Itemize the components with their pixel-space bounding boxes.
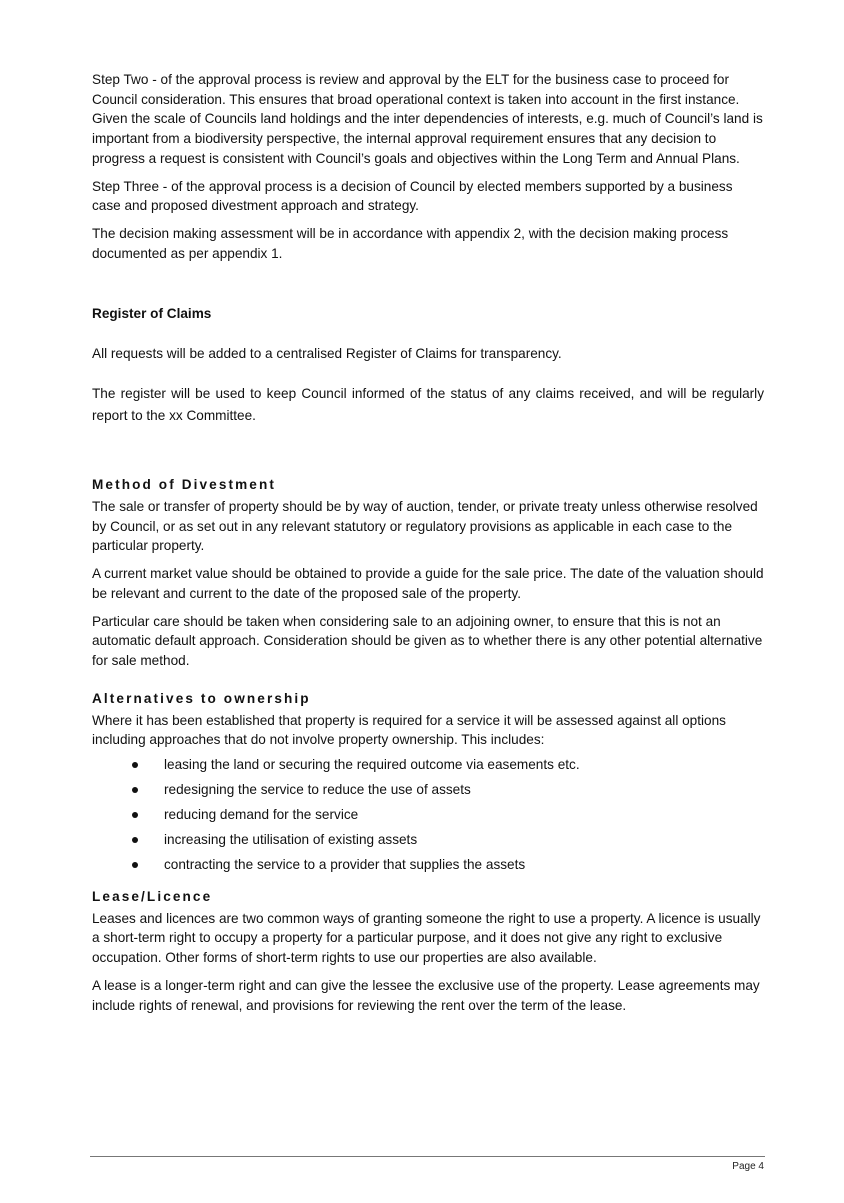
bullet-icon [132, 837, 138, 843]
page-number: Page 4 [732, 1161, 764, 1172]
list-item [92, 830, 764, 850]
method-of-divestment-p2: A current market value should be obtained to provide a guide for the sale price. The date of the valuation should be relevant and current to the date of the proposed sale of the property. [92, 566, 764, 601]
method-of-divestment-p3: Particular care should be taken when considering sale to an adjoining owner, to ensure that this is not an automatic default approach. Consideration should be given as to whether there is any other potential alternative for sale method. [92, 613, 763, 668]
list-item-text: contracting the service to a provider that supplies the assets [164, 857, 526, 873]
list-item-text: increasing the utilisation of existing assets [164, 832, 418, 848]
list-item [92, 855, 764, 875]
paragraph-decision-making: The decision making assessment will be in accordance with appendix 2, with the decision making process documented as per appendix 1. [92, 225, 729, 261]
section-register-of-claims [92, 304, 764, 427]
paragraph-step-three: Step Three - of the approval process is a decision of Council by elected members supported by a business case and proposed divestment approach and strategy. [92, 178, 733, 214]
register-of-claims-p1: All requests will be added to a centralised Register of Claims for transparency. [92, 346, 562, 362]
bullet-icon [132, 762, 138, 768]
document-page [92, 70, 764, 1015]
lease-licence-heading: Lease/Licence [92, 888, 213, 904]
alternatives-list [92, 755, 764, 875]
list-item-text: reducing demand for the service [164, 807, 359, 823]
alternatives-heading: Alternatives to ownership [92, 690, 311, 706]
bullet-icon [132, 812, 138, 818]
register-of-claims-heading: Register of Claims [92, 306, 212, 322]
lease-licence-p1: Leases and licences are two common ways of granting someone the right to use a property. A licence is usually a short-term right to occupy a property for a particular purpose, and it does not give any right to exclusive occupation. Other forms of short-term rights to use our properties are also available. [92, 910, 761, 966]
section-alternatives-to-ownership [92, 689, 764, 875]
paragraph-step-two: Step Two - of the approval process is review and approval by the ELT for the business case to proceed for Council consideration. This ensures that broad operational context is taken into account in the first instance. Given the scale of Councils land holdings and the inter dependencies of interests, e.g. much of Council’s land is important from a biodiversity perspective, the internal approval requirement ensures that any decision to progress a request is consistent with Council’s goals and objectives within the Long Term and Annual Plans. [92, 72, 763, 166]
section-lease-licence [92, 887, 764, 1016]
section-method-of-divestment [92, 475, 764, 671]
register-of-claims-p2: The register will be used to keep Council informed of the status of any claims received, and will be regularly report to the xx Committee. [92, 386, 764, 424]
list-item [92, 780, 764, 800]
list-item-text: leasing the land or securing the required outcome via easements etc. [164, 757, 580, 773]
method-of-divestment-p1: The sale or transfer of property should be by way of auction, tender, or private treaty unless otherwise resolved by Council, or as set out in any relevant statutory or regulatory provisions as applicable in each case to the particular property. [92, 499, 758, 554]
list-item [92, 805, 764, 825]
alternatives-intro: Where it has been established that property is required for a service it will be assessed against all options including approaches that do not involve property ownership. This includes: [92, 712, 726, 748]
list-item [92, 755, 764, 775]
bullet-icon [132, 787, 138, 793]
method-of-divestment-heading: Method of Divestment [92, 477, 276, 493]
bullet-icon [132, 862, 138, 868]
footer-divider [90, 1156, 765, 1157]
list-item-text: redesigning the service to reduce the use of assets [164, 782, 471, 798]
lease-licence-p2: A lease is a longer-term right and can give the lessee the exclusive use of the property. Lease agreements may include rights of renewal, and provisions for reviewing the rent over the term of the lease. [92, 977, 760, 1013]
